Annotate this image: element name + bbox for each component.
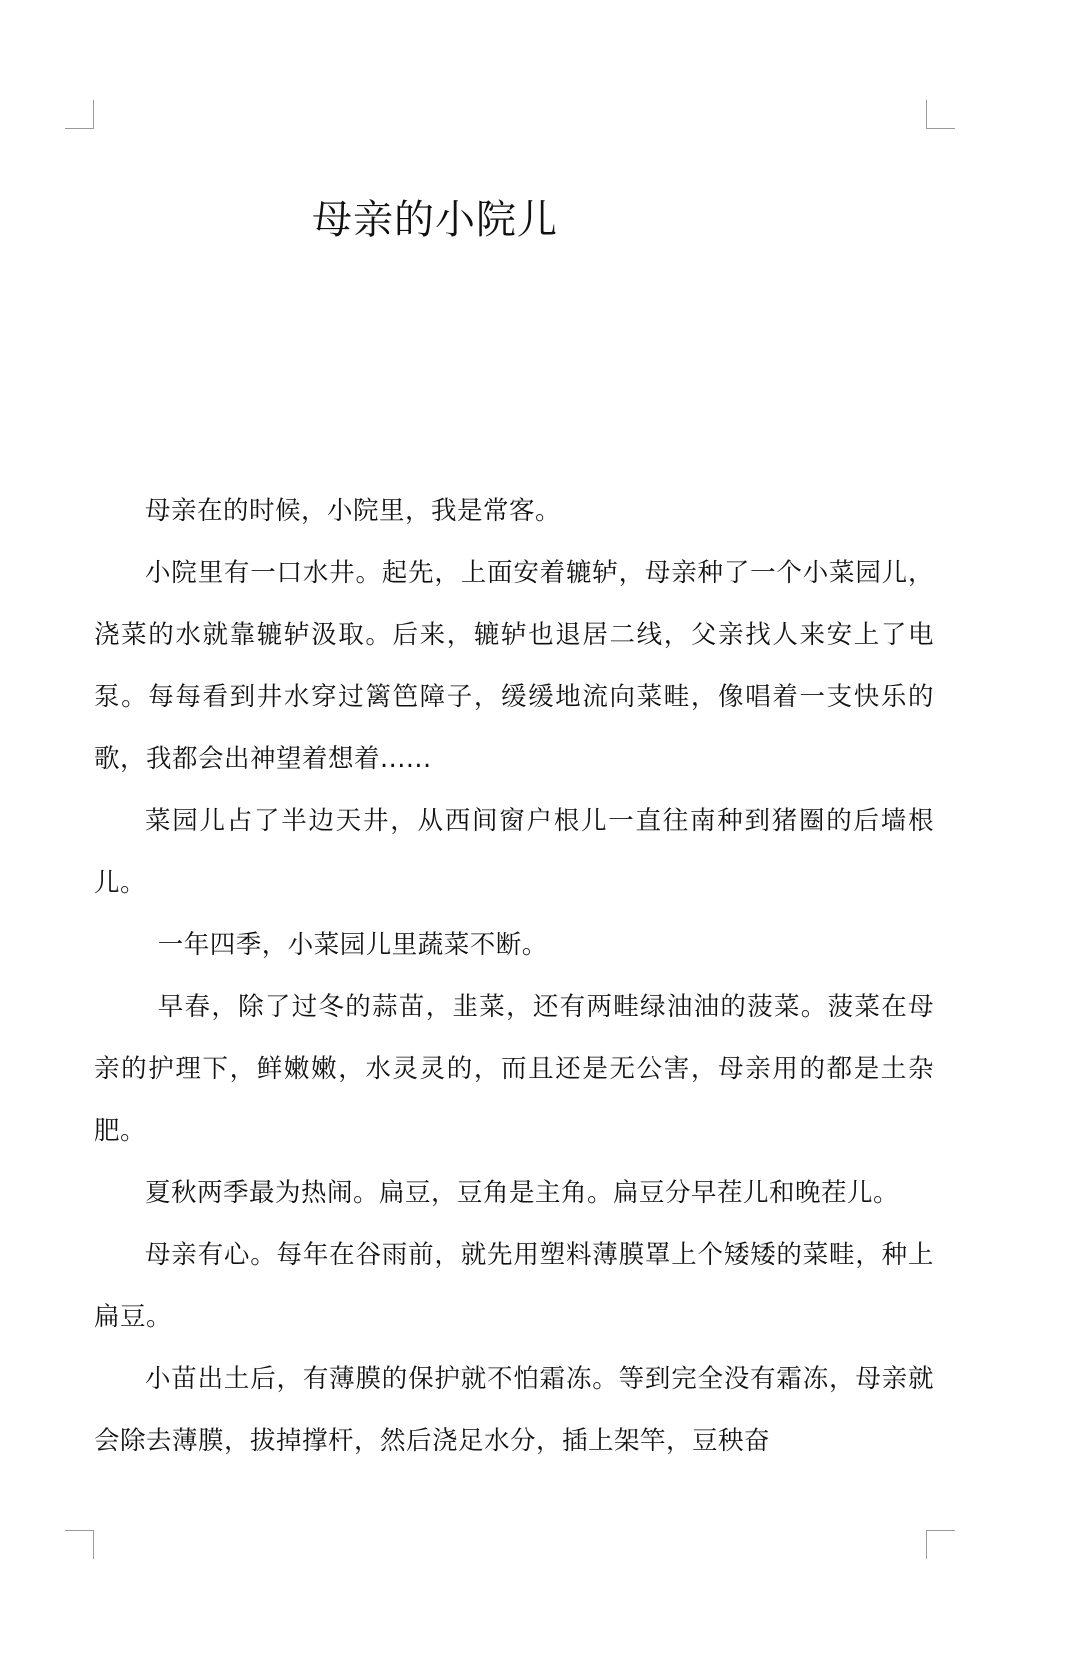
document-body bbox=[94, 480, 934, 1472]
crop-mark-bottom-right bbox=[926, 1530, 955, 1559]
paragraph: 小苗出土后，有薄膜的保护就不怕霜冻。等到完全没有霜冻，母亲就会除去薄膜，拔掉撑杆，然后浇足水分，插上架竿，豆秧奋 bbox=[94, 1364, 934, 1456]
paragraph: 小院里有一口水井。起先，上面安着辘轳，母亲种了一个小菜园儿，浇菜的水就靠辘轳汲取。后来，辘轳也退居二线，父亲找人来安上了电泵。每每看到井水穿过篱笆障子，缓缓地流向菜畦，像唱着一支快乐的歌，我都会出神望着想着...... bbox=[94, 558, 934, 774]
paragraph: 母亲在的时候，小院里，我是常客。 bbox=[145, 496, 562, 526]
paragraph: 一年四季，小菜园儿里蔬菜不断。 bbox=[157, 930, 548, 960]
crop-mark-top-left bbox=[65, 100, 94, 129]
paragraph: 母亲有心。每年在谷雨前，就先用塑料薄膜罩上个矮矮的菜畦，种上扁豆。 bbox=[94, 1240, 934, 1332]
crop-mark-top-right bbox=[926, 100, 955, 129]
paragraph: 早春，除了过冬的蒜苗，韭菜，还有两畦绿油油的菠菜。菠菜在母亲的护理下，鲜嫩嫩，水灵灵的，而且还是无公害，母亲用的都是土杂肥。 bbox=[94, 992, 934, 1146]
document-title: 母亲的小院儿 bbox=[312, 197, 558, 243]
crop-mark-bottom-left bbox=[65, 1530, 94, 1559]
paragraph: 夏秋两季最为热闹。扁豆，豆角是主角。扁豆分早茬儿和晚茬儿。 bbox=[145, 1178, 900, 1208]
paragraph: 菜园儿占了半边天井，从西间窗户根儿一直往南种到猪圈的后墙根儿。 bbox=[94, 806, 934, 898]
